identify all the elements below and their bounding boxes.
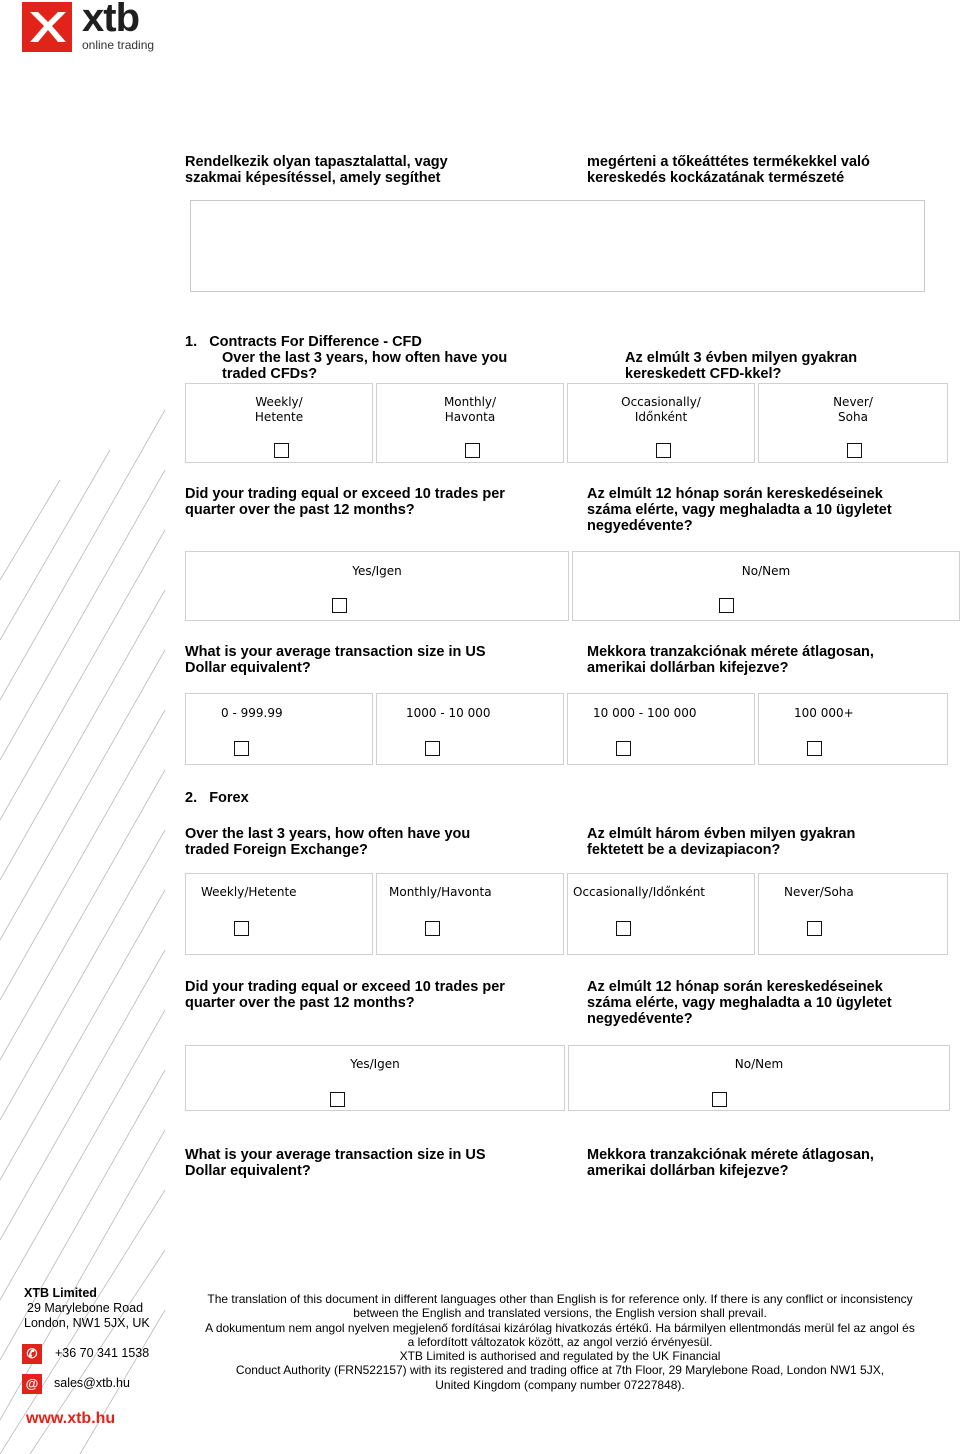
option-yes <box>185 551 569 621</box>
logo-wordmark: xtb <box>82 0 139 40</box>
option-label: Weekly/ Hetente <box>254 395 304 424</box>
section1-q2-en: Did your trading equal or exceed 10 trades per quarter over the past 12 months? <box>185 486 505 518</box>
option-label: Monthly/Havonta <box>389 885 492 899</box>
size-4-checkbox[interactable] <box>807 741 822 756</box>
section2-q3-en: What is your average transaction size in US Dollar equivalent? <box>185 1147 486 1179</box>
yes-checkbox[interactable] <box>330 1092 345 1107</box>
size-1-checkbox[interactable] <box>234 741 249 756</box>
xtb-logo <box>22 2 162 54</box>
option-size-3 <box>567 693 755 765</box>
footer-phone: +36 70 341 1538 <box>55 1346 150 1360</box>
option-occasionally <box>567 383 755 463</box>
weekly-checkbox[interactable] <box>274 443 289 458</box>
option-label: Never/Soha <box>784 885 854 899</box>
option-occasionally <box>567 873 755 955</box>
option-monthly <box>376 873 564 955</box>
option-label: 100 000+ <box>794 706 854 720</box>
option-label: Occasionally/ Időnként <box>621 395 701 424</box>
section2-frequency-options <box>185 873 948 955</box>
option-label: No/Nem <box>734 1057 784 1071</box>
option-no <box>568 1045 950 1111</box>
yes-checkbox[interactable] <box>332 598 347 613</box>
size-3-checkbox[interactable] <box>616 741 631 756</box>
intro-question-en: Rendelkezik olyan tapasztalattal, vagy szakmai képesítéssel, amely segíthet <box>185 154 448 186</box>
section1-q1-en: Over the last 3 years, how often have you traded CFDs? <box>222 350 508 382</box>
option-label: Yes/Igen <box>350 1057 400 1071</box>
no-checkbox[interactable] <box>712 1092 727 1107</box>
section1-heading: 1. Contracts For Difference - CFD <box>185 334 422 350</box>
footer-disclaimer: The translation of this document in different languages other than English is for reference only. If there is any conflict or inconsistency between the English and translated versions, the English version shall prevail. A dokumentum nem angol nyelven megjelenő fordításai kizárólag hivatkozás értékű. Ha bármilyen ellentmondás merül fel az angol és a lefordított változatok között, az angol verzió érvényesül. XTB Limited is authorised and regulated by the UK Financial Conduct Authority (FRN522157) with its registered and trading office at 7th Floor, 29 Marylebone Road, London NW1 5JX, United Kingdom (company number 07227848). <box>205 1292 915 1392</box>
logo-mark-icon <box>22 2 72 52</box>
occasionally-checkbox[interactable] <box>656 443 671 458</box>
option-weekly <box>185 873 373 955</box>
logo-tagline: online trading <box>82 38 155 52</box>
option-label: Monthly/ Havonta <box>443 395 497 424</box>
option-never <box>758 383 948 463</box>
no-checkbox[interactable] <box>719 598 734 613</box>
option-label: 0 - 999.99 <box>221 706 283 720</box>
section2-q2-en: Did your trading equal or exceed 10 trades per quarter over the past 12 months? <box>185 979 505 1011</box>
option-label: Weekly/Hetente <box>201 885 297 899</box>
section2-q1-en: Over the last 3 years, how often have you traded Foreign Exchange? <box>185 826 471 858</box>
option-yes <box>185 1045 565 1111</box>
option-never <box>758 873 948 955</box>
section2-heading: 2. Forex <box>185 790 249 806</box>
monthly-checkbox[interactable] <box>465 443 480 458</box>
section2-yesno-options <box>185 1045 950 1111</box>
footer-website-link[interactable]: www.xtb.hu <box>26 1410 116 1427</box>
monthly-checkbox[interactable] <box>425 921 440 936</box>
section1-q3-en: What is your average transaction size in US Dollar equivalent? <box>185 644 486 676</box>
option-label: Occasionally/Időnként <box>573 885 706 899</box>
option-monthly <box>376 383 564 463</box>
section1-q3-hu: Mekkora tranzakciónak mérete átlagosan, amerikai dollárban kifejezve? <box>587 644 874 676</box>
option-size-1 <box>185 693 373 765</box>
option-label: 1000 - 10 000 <box>406 706 491 720</box>
phone-icon: ✆ <box>22 1344 42 1364</box>
section1-yesno-options <box>185 551 960 621</box>
option-label: No/Nem <box>741 564 791 578</box>
section1-q1-hu: Az elmúlt 3 évben milyen gyakran kereskedett CFD-kkel? <box>625 350 858 382</box>
footer-address: XTB Limited 29 Marylebone Road London, NW1 5JX, UK <box>24 1286 150 1330</box>
option-label: 10 000 - 100 000 <box>593 706 697 720</box>
option-size-2 <box>376 693 564 765</box>
option-size-4 <box>758 693 948 765</box>
email-icon: @ <box>22 1374 42 1394</box>
occasionally-checkbox[interactable] <box>616 921 631 936</box>
section1-q2-hu: Az elmúlt 12 hónap során kereskedéseinek száma elérte, vagy meghaladta a 10 ügyletet negyedévente? <box>587 486 892 534</box>
section2-q1-hu: Az elmúlt három évben milyen gyakran fektetett be a devizapiacon? <box>587 826 856 858</box>
intro-question-hu: megérteni a tőkeáttétes termékekkel való kereskedés kockázatának természeté <box>587 154 870 186</box>
option-no <box>572 551 960 621</box>
never-checkbox[interactable] <box>807 921 822 936</box>
size-2-checkbox[interactable] <box>425 741 440 756</box>
footer-email[interactable]: sales@xtb.hu <box>54 1376 130 1390</box>
section2-q3-hu: Mekkora tranzakciónak mérete átlagosan, amerikai dollárban kifejezve? <box>587 1147 874 1179</box>
section2-q2-hu: Az elmúlt 12 hónap során kereskedéseinek száma elérte, vagy meghaladta a 10 ügyletet negyedévente? <box>587 979 892 1027</box>
option-label: Never/ Soha <box>833 395 873 424</box>
never-checkbox[interactable] <box>847 443 862 458</box>
option-label: Yes/Igen <box>352 564 402 578</box>
section1-frequency-options <box>185 383 948 463</box>
intro-answer-field[interactable] <box>190 200 925 292</box>
option-weekly <box>185 383 373 463</box>
section1-size-options <box>185 693 948 765</box>
weekly-checkbox[interactable] <box>234 921 249 936</box>
